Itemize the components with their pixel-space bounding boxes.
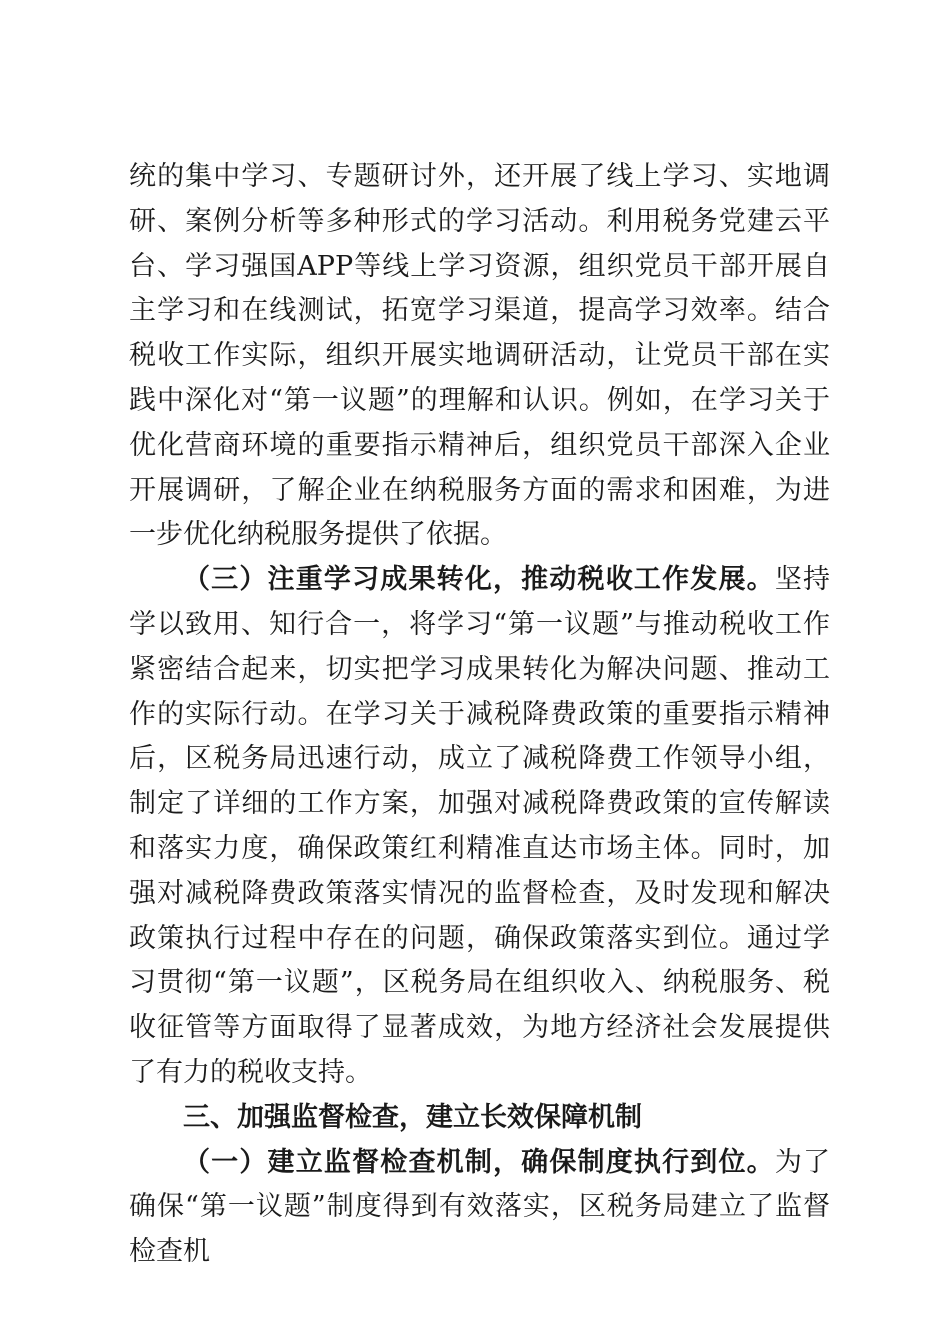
section-heading: 三、加强监督检查，建立长效保障机制 bbox=[183, 1101, 642, 1133]
paragraph-results-transformation bbox=[129, 558, 830, 1096]
paragraph-lead-heading: （三）注重学习成果转化，推动税收工作发展。 bbox=[183, 564, 775, 596]
paragraph-body-text: 坚持学以致用、知行合一，将学习“第一议题”与推动税收工作紧密结合起来，切实把学习成果转化为解决问题、推动工作的实际行动。在学习关于减税降费政策的重要指示精神后，区税务局迅速行动，成立了减税降费工作领导小组，制定了详细的工作方案，加强对减税降费政策的宣传解读和落实力度，确保政策红利精准直达市场主体。同时，加强对减税降费政策落实情况的监督检查，及时发现和解决政策执行过程中存在的问题，确保政策落实到位。通过学习贯彻“第一议题”，区税务局在组织收入、纳税服务、税收征管等方面取得了显著成效，为地方经济社会发展提供了有力的税收支持。 bbox=[129, 564, 831, 1088]
paragraph-continued: 统的集中学习、专题研讨外，还开展了线上学习、实地调研、案例分析等多种形式的学习活动。利用税务党建云平台、学习强国APP等线上学习资源，组织党员干部开展自主学习和在线测试，拓宽学习渠道，提高学习效率。结合税收工作实际，组织开展实地调研活动，让党员干部在实践中深化对“第一议题”的理解和认识。例如，在学习关于优化营商环境的重要指示精神后，组织党员干部深入企业开展调研，了解企业在纳税服务方面的需求和困难，为进一步优化纳税服务提供了依据。 bbox=[129, 161, 830, 551]
paragraph-supervision-mechanism bbox=[129, 1141, 830, 1275]
paragraph-lead-heading: （一）建立监督检查机制，确保制度执行到位。 bbox=[183, 1146, 775, 1178]
document-body bbox=[129, 155, 830, 1275]
paragraph-body-text: 为了确保“第一议题”制度得到有效落实，区税务局建立了监督检查机 bbox=[129, 1146, 831, 1268]
